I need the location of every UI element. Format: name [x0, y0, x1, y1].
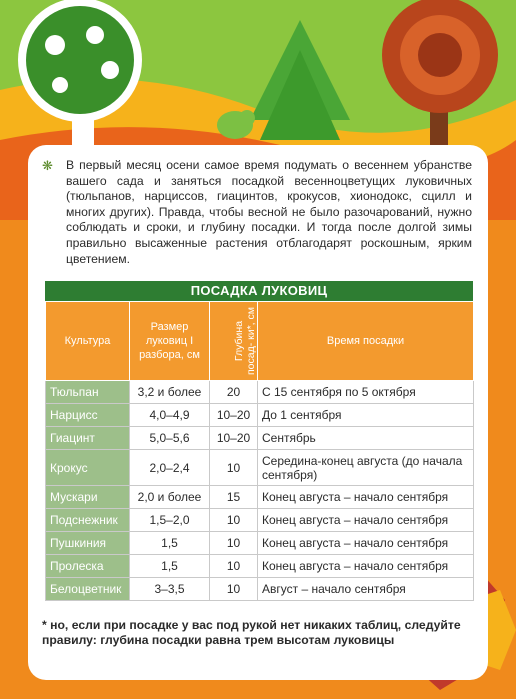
- header-size: Размер луковиц I разбора, см: [130, 302, 210, 381]
- table-row: [46, 486, 474, 509]
- cell-crop: Пушкиния: [46, 532, 130, 555]
- cell-time: С 15 сентября по 5 октября: [258, 381, 474, 404]
- table-row: [46, 404, 474, 427]
- cell-depth: 10: [210, 555, 258, 578]
- header-crop: Культура: [46, 302, 130, 381]
- cell-time: Конец августа – начало сентября: [258, 509, 474, 532]
- intro-paragraph: [42, 158, 472, 267]
- cell-crop: Подснежник: [46, 509, 130, 532]
- cell-size: 3–3,5: [130, 578, 210, 601]
- asterisk-icon: ❋: [42, 158, 53, 173]
- table-row: [46, 532, 474, 555]
- intro-text: В первый месяц осени самое время подумать о весеннем убранстве вашего сада и заняться посадкой весенноцветущих луковичных (тюльпанов, нарциссов, гиацинтов, крокусов, хионодокс, сцилл и многих других). Правда, чтобы весной не было разочарований, нужно соблюдать и сроки, и глубину посадки. И тогда после долгой зимы правильно высаженные растения отблагодарят роскошным, ярким цветением.: [66, 158, 472, 266]
- cell-size: 1,5: [130, 532, 210, 555]
- cell-crop: Крокус: [46, 450, 130, 486]
- table-row: [46, 450, 474, 486]
- header-depth: Глубина посад- ки*, см: [210, 302, 258, 381]
- cell-depth: 10–20: [210, 427, 258, 450]
- table-title: ПОСАДКА ЛУКОВИЦ: [45, 281, 473, 301]
- cell-time: Конец августа – начало сентября: [258, 555, 474, 578]
- cell-depth: 10: [210, 578, 258, 601]
- footnote: * но, если при посадке у вас под рукой нет никаких таблиц, следуйте правилу: глубина посадки равна трем высотам луковицы: [42, 618, 461, 648]
- cell-crop: Пролеска: [46, 555, 130, 578]
- table-row: [46, 509, 474, 532]
- cell-crop: Белоцветник: [46, 578, 130, 601]
- table-row: [46, 555, 474, 578]
- cell-time: Конец августа – начало сентября: [258, 486, 474, 509]
- table-row: [46, 381, 474, 404]
- cell-depth: 10: [210, 532, 258, 555]
- cell-depth: 20: [210, 381, 258, 404]
- cell-depth: 10–20: [210, 404, 258, 427]
- cell-depth: 15: [210, 486, 258, 509]
- cell-depth: 10: [210, 450, 258, 486]
- cell-time: Август – начало сентября: [258, 578, 474, 601]
- cell-crop: Мускари: [46, 486, 130, 509]
- bulb-planting-table: [45, 281, 473, 601]
- cell-crop: Гиацинт: [46, 427, 130, 450]
- cell-time: Сентябрь: [258, 427, 474, 450]
- cell-size: 2,0–2,4: [130, 450, 210, 486]
- cell-size: 2,0 и более: [130, 486, 210, 509]
- cell-size: 1,5: [130, 555, 210, 578]
- cell-size: 5,0–5,6: [130, 427, 210, 450]
- cell-size: 1,5–2,0: [130, 509, 210, 532]
- cell-size: 4,0–4,9: [130, 404, 210, 427]
- header-time: Время посадки: [258, 302, 474, 381]
- table-row: [46, 427, 474, 450]
- cell-crop: Нарцисс: [46, 404, 130, 427]
- cell-depth: 10: [210, 509, 258, 532]
- cell-time: До 1 сентября: [258, 404, 474, 427]
- table-row: [46, 578, 474, 601]
- cell-size: 3,2 и более: [130, 381, 210, 404]
- cell-time: Середина-конец августа (до начала сентября): [258, 450, 474, 486]
- cell-crop: Тюльпан: [46, 381, 130, 404]
- cell-time: Конец августа – начало сентября: [258, 532, 474, 555]
